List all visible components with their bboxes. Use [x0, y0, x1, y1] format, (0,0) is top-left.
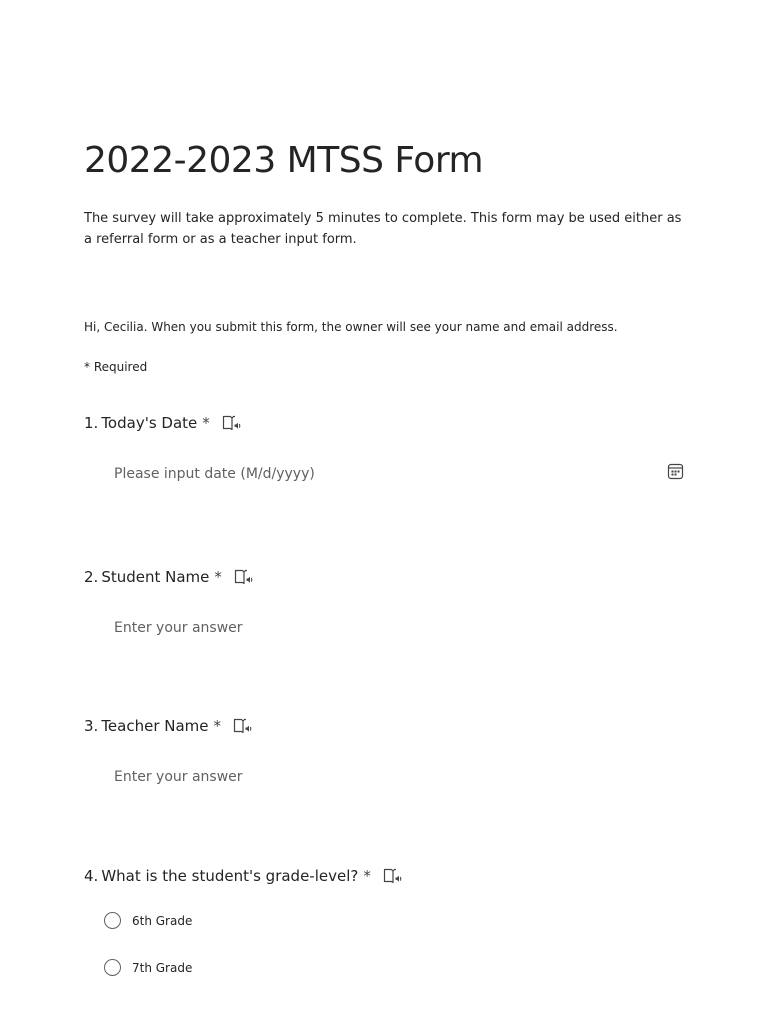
question-1-title [84, 414, 242, 432]
required-marker: * [213, 717, 222, 735]
immersive-reader-icon[interactable] [234, 569, 254, 585]
calendar-icon[interactable] [667, 463, 684, 480]
required-note: * Required [84, 360, 148, 374]
radio-option-7th-grade[interactable] [104, 959, 192, 976]
student-name-input[interactable] [100, 609, 700, 647]
question-number: 2. [84, 568, 99, 586]
teacher-name-input[interactable] [100, 758, 700, 796]
immersive-reader-icon[interactable] [233, 718, 253, 734]
immersive-reader-icon[interactable] [383, 868, 403, 884]
question-label: Today's Date [101, 414, 198, 432]
radio-option-label: 7th Grade [132, 960, 193, 975]
form-title: 2022-2023 MTSS Form [84, 140, 484, 181]
form-description: The survey will take approximately 5 minutes to complete. This form may be used either as a referral form or as a teacher input form. [84, 211, 682, 247]
question-label: What is the student's grade-level? [101, 867, 359, 885]
question-4-title [84, 867, 403, 885]
question-2-title [84, 568, 254, 586]
question-label: Student Name [101, 568, 210, 586]
radio-button[interactable] [104, 959, 121, 976]
radio-option-6th-grade[interactable] [104, 912, 192, 929]
date-input[interactable] [100, 455, 700, 493]
question-number: 4. [84, 867, 99, 885]
question-label: Teacher Name [101, 717, 209, 735]
required-marker: * [363, 867, 371, 885]
radio-option-label: 6th Grade [132, 913, 193, 928]
identity-notice: Hi, Cecilia. When you submit this form, the owner will see your name and email address. [84, 320, 618, 334]
radio-button[interactable] [104, 912, 121, 929]
required-marker: * [214, 568, 222, 586]
immersive-reader-icon[interactable] [222, 415, 242, 431]
question-number: 1. [84, 414, 99, 432]
question-number: 3. [84, 717, 99, 735]
question-3-title [84, 717, 253, 735]
required-marker: * [202, 414, 210, 432]
